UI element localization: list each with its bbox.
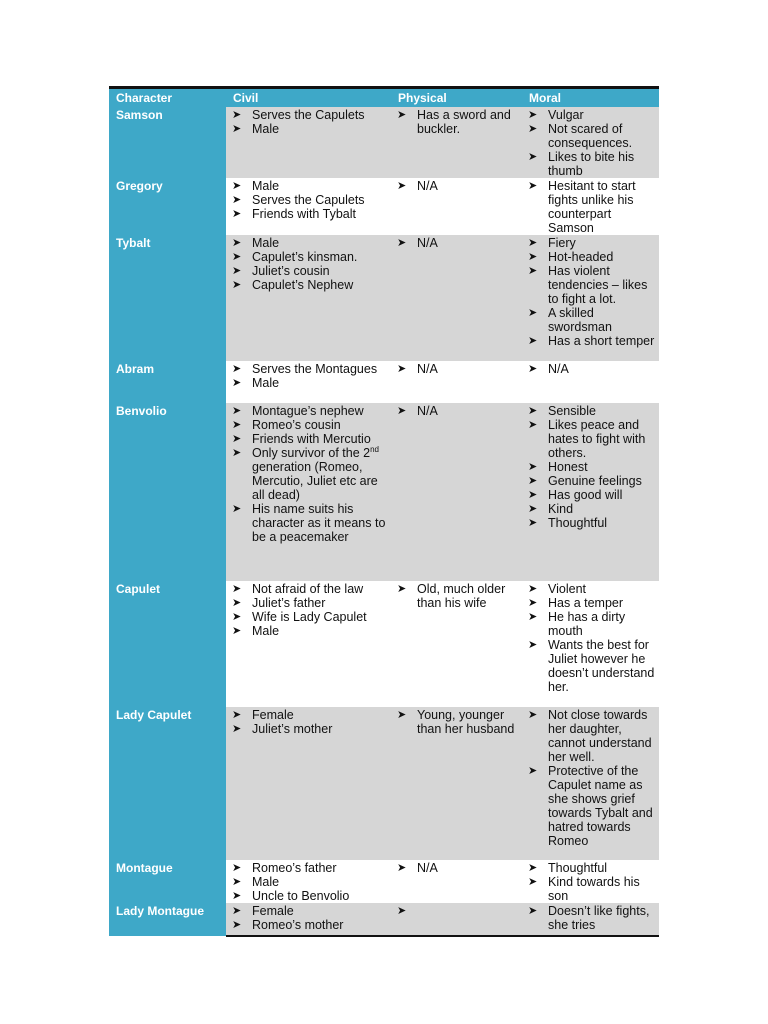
arrow-bullet-icon: ➤ <box>528 876 538 888</box>
list-item-text: Female <box>252 708 294 722</box>
arrow-bullet-icon: ➤ <box>232 377 242 389</box>
list-item <box>395 708 520 736</box>
arrow-bullet-icon: ➤ <box>528 503 538 515</box>
bullet-list <box>395 582 520 610</box>
civil-cell <box>226 581 391 707</box>
bullet-list <box>230 108 389 136</box>
list-item <box>526 418 657 460</box>
character-name: Tybalt <box>109 235 226 361</box>
civil-cell <box>226 707 391 860</box>
list-item-text: He has a dirty mouth <box>548 610 626 638</box>
bullet-list <box>230 362 389 390</box>
table-row <box>109 107 659 178</box>
arrow-bullet-icon: ➤ <box>528 905 538 917</box>
list-item-text: Male <box>252 376 280 390</box>
list-item <box>230 722 389 736</box>
arrow-bullet-icon: ➤ <box>232 583 242 595</box>
civil-cell <box>226 403 391 581</box>
list-item <box>230 179 389 193</box>
list-item-text: Kind <box>548 502 574 516</box>
list-item-text: Hesitant to start fights unlike his counterpart Samson <box>548 179 636 235</box>
list-item <box>230 404 389 418</box>
list-item <box>230 610 389 624</box>
list-item-text: His name suits his character as it means to be a peacemaker <box>252 502 386 544</box>
table-row <box>109 581 659 707</box>
arrow-bullet-icon: ➤ <box>528 597 538 609</box>
arrow-bullet-icon: ➤ <box>232 905 242 917</box>
list-item-text: Serves the Capulets <box>252 193 365 207</box>
list-item-text: Likes peace and hates to fight with others. <box>548 418 646 460</box>
character-name: Samson <box>109 107 226 178</box>
list-item <box>526 582 657 596</box>
list-item <box>526 460 657 474</box>
bullet-list <box>395 362 520 376</box>
list-item <box>230 446 389 502</box>
list-item <box>526 502 657 516</box>
list-item-text: Thoughtful <box>548 516 608 530</box>
list-item <box>230 889 389 903</box>
physical-cell <box>391 860 522 903</box>
character-table <box>109 86 659 937</box>
header-row <box>109 88 659 108</box>
arrow-bullet-icon: ➤ <box>232 180 242 192</box>
list-item <box>230 250 389 264</box>
list-item-text: Romeo’s father <box>252 861 337 875</box>
list-item <box>526 306 657 334</box>
list-item-text: Capulet’s Nephew <box>252 278 354 292</box>
arrow-bullet-icon: ➤ <box>232 419 242 431</box>
list-item-text: N/A <box>548 362 569 376</box>
list-item <box>526 764 657 848</box>
arrow-bullet-icon: ➤ <box>397 109 407 121</box>
list-item <box>230 582 389 596</box>
bullet-list <box>526 108 657 178</box>
arrow-bullet-icon: ➤ <box>397 237 407 249</box>
list-item-text: Has a temper <box>548 596 624 610</box>
list-item <box>395 404 520 418</box>
moral-cell <box>522 107 659 178</box>
list-item <box>395 861 520 875</box>
civil-cell <box>226 107 391 178</box>
list-item <box>526 404 657 418</box>
arrow-bullet-icon: ➤ <box>528 237 538 249</box>
physical-cell <box>391 707 522 860</box>
arrow-bullet-icon: ➤ <box>232 123 242 135</box>
list-item-text: Honest <box>548 460 588 474</box>
list-item-text: Young, younger than her husband <box>417 708 515 736</box>
physical-cell <box>391 903 522 936</box>
arrow-bullet-icon: ➤ <box>528 862 538 874</box>
list-item <box>526 150 657 178</box>
arrow-bullet-icon: ➤ <box>232 723 242 735</box>
list-item <box>395 108 520 136</box>
bullet-list <box>395 108 520 136</box>
list-item-text: Serves the Capulets <box>252 108 365 122</box>
list-item <box>526 250 657 264</box>
civil-cell <box>226 235 391 361</box>
list-item <box>526 488 657 502</box>
arrow-bullet-icon: ➤ <box>232 862 242 874</box>
list-item-text: N/A <box>417 179 438 193</box>
table-row <box>109 903 659 936</box>
moral-cell <box>522 581 659 707</box>
arrow-bullet-icon: ➤ <box>232 433 242 445</box>
bullet-list <box>395 404 520 418</box>
list-item <box>230 362 389 376</box>
arrow-bullet-icon: ➤ <box>397 583 407 595</box>
table-row <box>109 403 659 581</box>
list-item <box>230 708 389 722</box>
bullet-list <box>526 708 657 848</box>
arrow-bullet-icon: ➤ <box>232 405 242 417</box>
list-item-text: Hot-headed <box>548 250 614 264</box>
list-item-text: Not scared of consequences. <box>548 122 633 150</box>
list-item-text: Has good will <box>548 488 623 502</box>
moral-cell <box>522 903 659 936</box>
list-item <box>395 582 520 610</box>
list-item <box>230 193 389 207</box>
list-item-text: Friends with Tybalt <box>252 207 356 221</box>
list-item <box>526 108 657 122</box>
list-item-text: Capulet’s kinsman. <box>252 250 358 264</box>
moral-cell <box>522 403 659 581</box>
physical-cell <box>391 178 522 235</box>
arrow-bullet-icon: ➤ <box>232 109 242 121</box>
arrow-bullet-icon: ➤ <box>528 583 538 595</box>
list-item-text: Romeo’s mother <box>252 918 344 932</box>
list-item <box>230 904 389 918</box>
list-item <box>230 624 389 638</box>
physical-cell <box>391 107 522 178</box>
bullet-list <box>526 404 657 530</box>
arrow-bullet-icon: ➤ <box>528 611 538 623</box>
list-item-text: Uncle to Benvolio <box>252 889 350 903</box>
list-item <box>526 236 657 250</box>
table-row <box>109 235 659 361</box>
arrow-bullet-icon: ➤ <box>232 279 242 291</box>
list-item <box>526 334 657 348</box>
bullet-list <box>526 236 657 348</box>
character-name: Lady Capulet <box>109 707 226 860</box>
list-item <box>230 432 389 446</box>
list-item-text: Has a short temper <box>548 334 655 348</box>
header-character: Character <box>116 91 173 105</box>
moral-cell <box>522 361 659 403</box>
arrow-bullet-icon: ➤ <box>397 363 407 375</box>
list-item <box>230 264 389 278</box>
arrow-bullet-icon: ➤ <box>232 876 242 888</box>
arrow-bullet-icon: ➤ <box>528 489 538 501</box>
bullet-list <box>230 904 389 932</box>
list-item <box>395 362 520 376</box>
list-item <box>395 179 520 193</box>
arrow-bullet-icon: ➤ <box>397 709 407 721</box>
list-item-text: Wife is Lady Capulet <box>252 610 367 624</box>
arrow-bullet-icon: ➤ <box>232 363 242 375</box>
bullet-list <box>526 179 657 235</box>
list-item-text: Male <box>252 236 280 250</box>
arrow-bullet-icon: ➤ <box>232 919 242 931</box>
moral-cell <box>522 707 659 860</box>
list-item-text: Thoughtful <box>548 861 608 875</box>
list-item-text: Juliet’s father <box>252 596 326 610</box>
arrow-bullet-icon: ➤ <box>528 265 538 277</box>
list-item-text: Violent <box>548 582 586 596</box>
list-item-text: Male <box>252 624 280 638</box>
physical-cell <box>391 581 522 707</box>
list-item-text: Female <box>252 904 294 918</box>
bullet-list <box>526 904 657 932</box>
bullet-list <box>395 179 520 193</box>
list-item-text: Kind towards his son <box>548 875 640 903</box>
bullet-list <box>526 861 657 903</box>
list-item-text: N/A <box>417 236 438 250</box>
table-row <box>109 707 659 860</box>
arrow-bullet-icon: ➤ <box>528 475 538 487</box>
list-item <box>230 875 389 889</box>
moral-cell <box>522 178 659 235</box>
arrow-bullet-icon: ➤ <box>232 251 242 263</box>
list-item-text: N/A <box>417 861 438 875</box>
list-item-text: Romeo’s cousin <box>252 418 341 432</box>
character-name: Montague <box>109 860 226 903</box>
arrow-bullet-icon: ➤ <box>528 180 538 192</box>
list-item-text: Montague’s nephew <box>252 404 364 418</box>
list-item-text: Genuine feelings <box>548 474 642 488</box>
list-item-text: N/A <box>417 404 438 418</box>
table-row <box>109 178 659 235</box>
list-item-text: Not close towards her daughter, cannot understand her well. <box>548 708 652 764</box>
physical-cell <box>391 235 522 361</box>
civil-cell <box>226 860 391 903</box>
list-item <box>230 861 389 875</box>
character-name: Capulet <box>109 581 226 707</box>
arrow-bullet-icon: ➤ <box>528 405 538 417</box>
physical-cell <box>391 361 522 403</box>
arrow-bullet-icon: ➤ <box>397 180 407 192</box>
table-row <box>109 860 659 903</box>
header-civil: Civil <box>233 91 259 105</box>
arrow-bullet-icon: ➤ <box>232 597 242 609</box>
bullet-list <box>230 236 389 292</box>
arrow-bullet-icon: ➤ <box>232 208 242 220</box>
list-item <box>526 362 657 376</box>
arrow-bullet-icon: ➤ <box>528 419 538 431</box>
list-item-text: Doesn’t like fights, she tries <box>548 904 650 932</box>
list-item <box>230 108 389 122</box>
bullet-list <box>230 861 389 903</box>
list-item <box>230 376 389 390</box>
arrow-bullet-icon: ➤ <box>528 123 538 135</box>
bullet-list <box>230 708 389 736</box>
list-item-text: Has violent tendencies – likes to fight a lot. <box>548 264 648 306</box>
moral-cell <box>522 860 659 903</box>
arrow-bullet-icon: ➤ <box>528 109 538 121</box>
header-physical: Physical <box>398 91 447 105</box>
list-item <box>526 708 657 764</box>
list-item-text: Serves the Montagues <box>252 362 378 376</box>
list-item <box>230 596 389 610</box>
arrow-bullet-icon: ➤ <box>528 461 538 473</box>
arrow-bullet-icon: ➤ <box>232 265 242 277</box>
list-item <box>230 918 389 932</box>
bullet-list <box>230 404 389 544</box>
arrow-bullet-icon: ➤ <box>528 639 538 651</box>
arrow-bullet-icon: ➤ <box>232 194 242 206</box>
list-item-text: Male <box>252 122 280 136</box>
list-item-text: Male <box>252 179 280 193</box>
bullet-list <box>395 861 520 875</box>
header-moral: Moral <box>529 91 562 105</box>
arrow-bullet-icon: ➤ <box>528 709 538 721</box>
list-item <box>526 264 657 306</box>
list-item-text: Likes to bite his thumb <box>548 150 635 178</box>
list-item <box>526 610 657 638</box>
list-item <box>230 207 389 221</box>
arrow-bullet-icon: ➤ <box>232 447 242 459</box>
list-item-text: Male <box>252 875 280 889</box>
arrow-bullet-icon: ➤ <box>232 237 242 249</box>
list-item-text: N/A <box>417 362 438 376</box>
arrow-bullet-icon: ➤ <box>528 363 538 375</box>
arrow-bullet-icon: ➤ <box>397 905 407 917</box>
civil-cell <box>226 361 391 403</box>
arrow-bullet-icon: ➤ <box>528 151 538 163</box>
list-item-text: Fiery <box>548 236 576 250</box>
arrow-bullet-icon: ➤ <box>232 611 242 623</box>
arrow-bullet-icon: ➤ <box>232 625 242 637</box>
list-item <box>526 904 657 932</box>
list-item-text: Only survivor of the 2nd generation (Romeo, Mercutio, Juliet etc are all dead) <box>252 444 380 502</box>
list-item <box>526 516 657 530</box>
bullet-list <box>230 179 389 221</box>
bullet-list <box>526 362 657 376</box>
physical-cell <box>391 403 522 581</box>
arrow-bullet-icon: ➤ <box>397 862 407 874</box>
arrow-bullet-icon: ➤ <box>528 765 538 777</box>
arrow-bullet-icon: ➤ <box>397 405 407 417</box>
table-row <box>109 361 659 403</box>
list-item <box>526 474 657 488</box>
list-item-text: Friends with Mercutio <box>252 432 371 446</box>
arrow-bullet-icon: ➤ <box>232 890 242 902</box>
list-item-text: Old, much older than his wife <box>417 582 506 610</box>
list-item <box>230 502 389 544</box>
arrow-bullet-icon: ➤ <box>232 503 242 515</box>
arrow-bullet-icon: ➤ <box>528 517 538 529</box>
bullet-list <box>230 582 389 638</box>
list-item-text: Has a sword and buckler. <box>417 108 511 136</box>
list-item <box>395 236 520 250</box>
arrow-bullet-icon: ➤ <box>528 251 538 263</box>
civil-cell <box>226 178 391 235</box>
list-item-text: Juliet’s cousin <box>252 264 330 278</box>
list-item-text: Protective of the Capulet name as she shows grief towards Tybalt and hatred towards Romeo <box>548 764 653 848</box>
list-item <box>526 875 657 903</box>
list-item-text: Vulgar <box>548 108 584 122</box>
list-item <box>230 122 389 136</box>
character-name: Gregory <box>109 178 226 235</box>
bullet-list <box>395 708 520 736</box>
arrow-bullet-icon: ➤ <box>232 709 242 721</box>
list-item <box>526 122 657 150</box>
list-item <box>230 278 389 292</box>
list-item <box>230 236 389 250</box>
list-item-text: Sensible <box>548 404 596 418</box>
list-item-text: Juliet’s mother <box>252 722 333 736</box>
list-item-text: A skilled swordsman <box>548 306 612 334</box>
arrow-bullet-icon: ➤ <box>528 307 538 319</box>
arrow-bullet-icon: ➤ <box>528 335 538 347</box>
list-item <box>230 418 389 432</box>
list-item-text: Not afraid of the law <box>252 582 364 596</box>
civil-cell <box>226 903 391 936</box>
bullet-list <box>526 582 657 694</box>
list-item <box>526 861 657 875</box>
bullet-list <box>395 236 520 250</box>
list-item <box>526 596 657 610</box>
character-name: Lady Montague <box>109 903 226 936</box>
list-item <box>526 179 657 235</box>
character-name: Abram <box>109 361 226 403</box>
character-name: Benvolio <box>109 403 226 581</box>
list-item <box>526 638 657 694</box>
moral-cell <box>522 235 659 361</box>
list-item-text: Wants the best for Juliet however he doesn’t understand her. <box>548 638 655 694</box>
